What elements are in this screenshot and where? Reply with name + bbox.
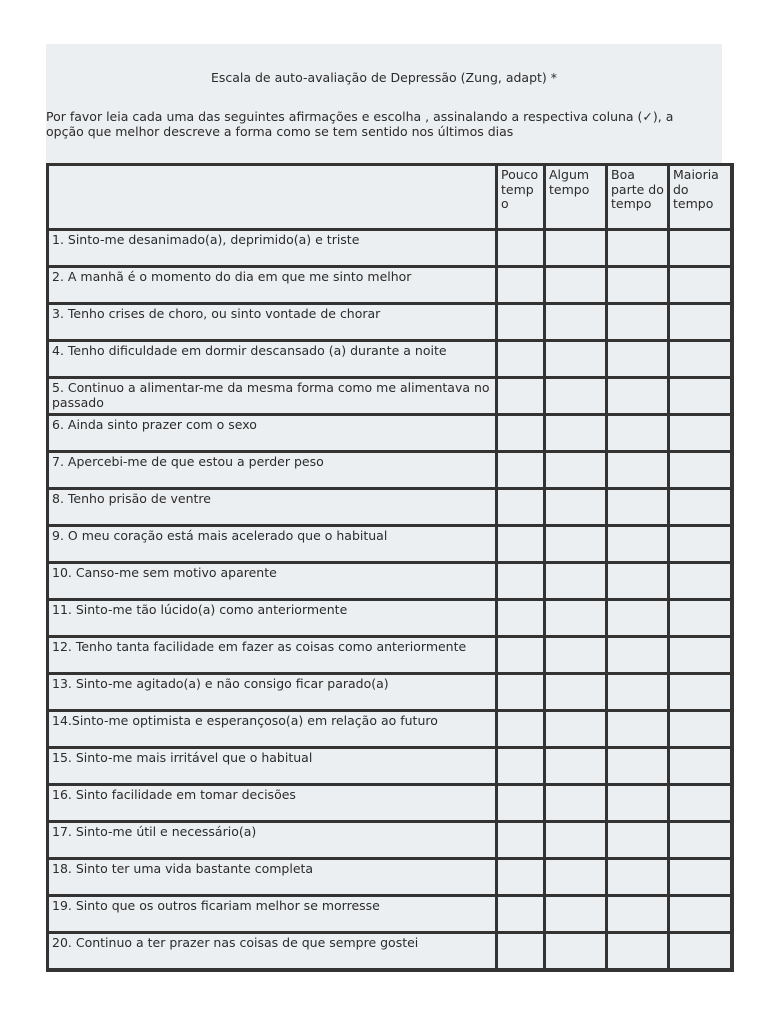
table-row xyxy=(48,785,732,822)
answer-boa-parte-cell[interactable] xyxy=(607,452,669,489)
answer-boa-parte-cell[interactable] xyxy=(607,526,669,563)
answer-maioria-cell[interactable] xyxy=(669,489,732,526)
answer-algum-tempo-cell[interactable] xyxy=(545,785,607,822)
answer-pouco-tempo-cell[interactable] xyxy=(497,526,545,563)
answer-maioria-cell[interactable] xyxy=(669,304,732,341)
header-algum-tempo: Algum tempo xyxy=(545,165,607,230)
header-maioria-do-tempo: Maioria do tempo xyxy=(669,165,732,230)
answer-boa-parte-cell[interactable] xyxy=(607,489,669,526)
answer-boa-parte-cell[interactable] xyxy=(607,304,669,341)
answer-pouco-tempo-cell[interactable] xyxy=(497,785,545,822)
answer-boa-parte-cell[interactable] xyxy=(607,600,669,637)
table-row xyxy=(48,822,732,859)
table-row xyxy=(48,341,732,378)
question-text: 8. Tenho prisão de ventre xyxy=(48,489,497,526)
answer-algum-tempo-cell[interactable] xyxy=(545,822,607,859)
answer-maioria-cell[interactable] xyxy=(669,341,732,378)
header-question-cell xyxy=(48,165,497,230)
table-row xyxy=(48,859,732,896)
table-row xyxy=(48,600,732,637)
answer-maioria-cell[interactable] xyxy=(669,526,732,563)
table-row xyxy=(48,563,732,600)
answer-maioria-cell[interactable] xyxy=(669,600,732,637)
table-row xyxy=(48,711,732,748)
answer-boa-parte-cell[interactable] xyxy=(607,230,669,267)
answer-algum-tempo-cell[interactable] xyxy=(545,378,607,415)
answer-boa-parte-cell[interactable] xyxy=(607,563,669,600)
table-row xyxy=(48,267,732,304)
answer-boa-parte-cell[interactable] xyxy=(607,267,669,304)
answer-maioria-cell[interactable] xyxy=(669,563,732,600)
answer-algum-tempo-cell[interactable] xyxy=(545,637,607,674)
answer-maioria-cell[interactable] xyxy=(669,748,732,785)
question-text: 5. Continuo a alimentar-me da mesma forma como me alimentava no passado xyxy=(48,378,497,415)
answer-algum-tempo-cell[interactable] xyxy=(545,415,607,452)
answer-boa-parte-cell[interactable] xyxy=(607,415,669,452)
answer-maioria-cell[interactable] xyxy=(669,785,732,822)
answer-maioria-cell[interactable] xyxy=(669,637,732,674)
table-row xyxy=(48,304,732,341)
answer-algum-tempo-cell[interactable] xyxy=(545,489,607,526)
answer-algum-tempo-cell[interactable] xyxy=(545,674,607,711)
answer-pouco-tempo-cell[interactable] xyxy=(497,452,545,489)
answer-pouco-tempo-cell[interactable] xyxy=(497,859,545,896)
answer-pouco-tempo-cell[interactable] xyxy=(497,748,545,785)
table-row xyxy=(48,933,732,970)
table-row xyxy=(48,526,732,563)
form-instructions: Por favor leia cada uma das seguintes afirmações e escolha , assinalando a respectiva coluna (✓), a opção que melhor descreve a forma como se tem sentido nos últimos dias xyxy=(46,109,674,139)
answer-pouco-tempo-cell[interactable] xyxy=(497,822,545,859)
question-text: 18. Sinto ter uma vida bastante completa xyxy=(48,859,497,896)
question-text: 12. Tenho tanta facilidade em fazer as coisas como anteriormente xyxy=(48,637,497,674)
answer-algum-tempo-cell[interactable] xyxy=(545,600,607,637)
question-text: 14.Sinto-me optimista e esperançoso(a) em relação ao futuro xyxy=(48,711,497,748)
answer-algum-tempo-cell[interactable] xyxy=(545,859,607,896)
table-row xyxy=(48,415,732,452)
question-text: 19. Sinto que os outros ficariam melhor se morresse xyxy=(48,896,497,933)
answer-pouco-tempo-cell[interactable] xyxy=(497,341,545,378)
answer-maioria-cell[interactable] xyxy=(669,711,732,748)
answer-pouco-tempo-cell[interactable] xyxy=(497,489,545,526)
answer-algum-tempo-cell[interactable] xyxy=(545,748,607,785)
answer-pouco-tempo-cell[interactable] xyxy=(497,637,545,674)
question-text: 13. Sinto-me agitado(a) e não consigo ficar parado(a) xyxy=(48,674,497,711)
question-text: 6. Ainda sinto prazer com o sexo xyxy=(48,415,497,452)
table-row xyxy=(48,896,732,933)
question-text: 16. Sinto facilidade em tomar decisões xyxy=(48,785,497,822)
answer-maioria-cell[interactable] xyxy=(669,896,732,933)
question-text: 7. Apercebi-me de que estou a perder peso xyxy=(48,452,497,489)
table-row xyxy=(48,378,732,415)
question-text: 17. Sinto-me útil e necessário(a) xyxy=(48,822,497,859)
answer-pouco-tempo-cell[interactable] xyxy=(497,674,545,711)
depression-scale-table xyxy=(46,163,734,972)
answer-boa-parte-cell[interactable] xyxy=(607,341,669,378)
table-row xyxy=(48,230,732,267)
answer-boa-parte-cell[interactable] xyxy=(607,637,669,674)
question-text: 3. Tenho crises de choro, ou sinto vontade de chorar xyxy=(48,304,497,341)
header-pouco-tempo: Pouco temp o xyxy=(497,165,545,230)
answer-algum-tempo-cell[interactable] xyxy=(545,230,607,267)
answer-pouco-tempo-cell[interactable] xyxy=(497,933,545,970)
answer-maioria-cell[interactable] xyxy=(669,674,732,711)
answer-algum-tempo-cell[interactable] xyxy=(545,341,607,378)
answer-pouco-tempo-cell[interactable] xyxy=(497,711,545,748)
table-row xyxy=(48,748,732,785)
answer-algum-tempo-cell[interactable] xyxy=(545,304,607,341)
answer-maioria-cell[interactable] xyxy=(669,859,732,896)
answer-maioria-cell[interactable] xyxy=(669,267,732,304)
answer-boa-parte-cell[interactable] xyxy=(607,933,669,970)
question-text: 2. A manhã é o momento do dia em que me sinto melhor xyxy=(48,267,497,304)
answer-maioria-cell[interactable] xyxy=(669,378,732,415)
answer-boa-parte-cell[interactable] xyxy=(607,822,669,859)
answer-pouco-tempo-cell[interactable] xyxy=(497,896,545,933)
answer-pouco-tempo-cell[interactable] xyxy=(497,378,545,415)
question-text: 10. Canso-me sem motivo aparente xyxy=(48,563,497,600)
table-row xyxy=(48,452,732,489)
answer-boa-parte-cell[interactable] xyxy=(607,859,669,896)
table-row xyxy=(48,674,732,711)
table-row xyxy=(48,637,732,674)
answer-boa-parte-cell[interactable] xyxy=(607,711,669,748)
table-row xyxy=(48,489,732,526)
answer-pouco-tempo-cell[interactable] xyxy=(497,230,545,267)
question-text: 11. Sinto-me tão lúcido(a) como anteriormente xyxy=(48,600,497,637)
answer-maioria-cell[interactable] xyxy=(669,452,732,489)
answer-algum-tempo-cell[interactable] xyxy=(545,933,607,970)
question-text: 9. O meu coração está mais acelerado que o habitual xyxy=(48,526,497,563)
answer-boa-parte-cell[interactable] xyxy=(607,674,669,711)
answer-boa-parte-cell[interactable] xyxy=(607,378,669,415)
answer-maioria-cell[interactable] xyxy=(669,415,732,452)
answer-pouco-tempo-cell[interactable] xyxy=(497,267,545,304)
answer-algum-tempo-cell[interactable] xyxy=(545,711,607,748)
answer-pouco-tempo-cell[interactable] xyxy=(497,563,545,600)
answer-pouco-tempo-cell[interactable] xyxy=(497,304,545,341)
answer-algum-tempo-cell[interactable] xyxy=(545,267,607,304)
header-boa-parte-do-tempo: Boa parte do tempo xyxy=(607,165,669,230)
answer-maioria-cell[interactable] xyxy=(669,230,732,267)
answer-maioria-cell[interactable] xyxy=(669,933,732,970)
answer-algum-tempo-cell[interactable] xyxy=(545,526,607,563)
table-header-row xyxy=(48,165,732,230)
answer-algum-tempo-cell[interactable] xyxy=(545,452,607,489)
answer-boa-parte-cell[interactable] xyxy=(607,748,669,785)
question-text: 15. Sinto-me mais irritável que o habitual xyxy=(48,748,497,785)
question-text: 4. Tenho dificuldade em dormir descansado (a) durante a noite xyxy=(48,341,497,378)
answer-algum-tempo-cell[interactable] xyxy=(545,896,607,933)
answer-pouco-tempo-cell[interactable] xyxy=(497,600,545,637)
answer-pouco-tempo-cell[interactable] xyxy=(497,415,545,452)
answer-algum-tempo-cell[interactable] xyxy=(545,563,607,600)
answer-boa-parte-cell[interactable] xyxy=(607,785,669,822)
form-title: Escala de auto-avaliação de Depressão (Zung, adapt) * xyxy=(210,70,558,85)
question-text: 1. Sinto-me desanimado(a), deprimido(a) e triste xyxy=(48,230,497,267)
answer-boa-parte-cell[interactable] xyxy=(607,896,669,933)
question-text: 20. Continuo a ter prazer nas coisas de que sempre gostei xyxy=(48,933,497,970)
answer-maioria-cell[interactable] xyxy=(669,822,732,859)
